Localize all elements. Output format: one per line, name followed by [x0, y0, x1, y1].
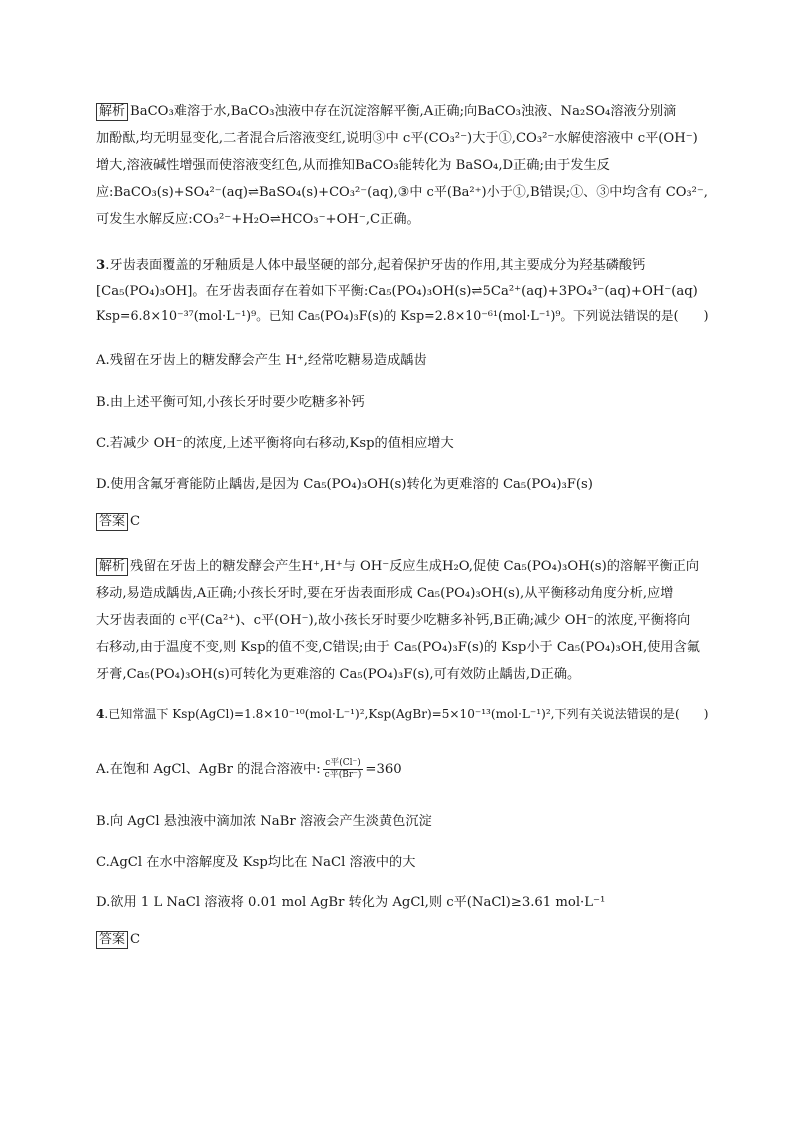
analysis-block-1	[96, 100, 708, 230]
analysis-line: 牙膏,Ca₅(PO₄)₃OH(s)可转化为更难溶的 Ca₅(PO₄)₃F(s),可有效防止龋齿,D正确。	[96, 667, 581, 682]
fraction-denominator: c平(Br⁻)	[324, 770, 362, 780]
question-number: 3	[96, 258, 106, 273]
answer-tag: 答案	[96, 931, 128, 949]
option-a-prefix: A.在饱和 AgCl、AgBr 的混合溶液中:	[96, 762, 321, 777]
option-a: A.残留在牙齿上的糖发酵会产生 H⁺,经常吃糖易造成龋齿	[96, 353, 427, 368]
option-d: D.欲用 1 L NaCl 溶液将 0.01 mol AgBr 转化为 AgCl,则 c平(NaCl)≥3.61 mol·L⁻¹	[96, 895, 606, 910]
question-stem: .已知常温下 Ksp(AgCl)=1.8×10⁻¹⁰(mol·L⁻¹)²,Ksp(AgBr)=5×10⁻¹³(mol·L⁻¹)²,下列有关说法错误的是( )	[104, 707, 709, 721]
analysis-line: 增大,溶液碱性增强而使溶液变红色,从而推知BaCO₃能转化为 BaSO₄,D正确;由于发生反	[96, 158, 610, 173]
analysis-line: 右移动,由于温度不变,则 Ksp的值不变,C错误;由于 Ca₅(PO₄)₃F(s)的 Ksp小于 Ca₅(PO₄)₃OH,使用含氟	[96, 640, 700, 655]
question-3	[96, 254, 708, 334]
option-c: C.若减少 OH⁻的浓度,上述平衡将向右移动,Ksp的值相应增大	[96, 436, 454, 451]
option-a	[96, 758, 402, 781]
analysis-line: 可发生水解反应:CO₃²⁻+H₂O⇌HCO₃⁻+OH⁻,C正确。	[96, 212, 420, 227]
option-d: D.使用含氟牙膏能防止龋齿,是因为 Ca₅(PO₄)₃OH(s)转化为更难溶的 Ca₅(PO₄)₃F(s)	[96, 477, 593, 492]
answer-tag: 答案	[96, 513, 128, 531]
answer-4	[96, 931, 140, 949]
analysis-line: 加酚酞,均无明显变化,二者混合后溶液变红,说明③中 c平(CO₃²⁻)大于①,CO₃²⁻水解使溶液中 c平(OH⁻)	[96, 131, 698, 146]
answer-value: C	[130, 932, 141, 947]
answer-value: C	[130, 514, 141, 529]
analysis-line: BaCO₃难溶于水,BaCO₃浊液中存在沉淀溶解平衡,A正确;向BaCO₃浊液、Na₂SO₄溶液分别滴	[130, 104, 677, 119]
question-number: 4	[96, 707, 105, 721]
fraction-numerator: c平(Cl⁻)	[323, 758, 364, 770]
question-4	[96, 705, 708, 722]
option-c: C.AgCl 在水中溶解度及 Ksp均比在 NaCl 溶液中的大	[96, 855, 416, 870]
analysis-line: 移动,易造成龋齿,A正确;小孩长牙时,要在牙齿表面形成 Ca₅(PO₄)₃OH(s),从平衡移动角度分析,应增	[96, 586, 674, 601]
question-stem-line: Ksp=6.8×10⁻³⁷(mol·L⁻¹)⁹。已知 Ca₅(PO₄)₃F(s)的 Ksp=2.8×10⁻⁶¹(mol·L⁻¹)⁹。下列说法错误的是( )	[96, 308, 709, 323]
option-b: B.向 AgCl 悬浊液中滴加浓 NaBr 溶液会产生淡黄色沉淀	[96, 814, 432, 829]
analysis-line: 大牙齿表面的 c平(Ca²⁺)、c平(OH⁻),故小孩长牙时要少吃糖多补钙,B正确;减少 OH⁻的浓度,平衡将向	[96, 613, 691, 628]
analysis-tag: 解析	[96, 558, 128, 576]
analysis-line: 应:BaCO₃(s)+SO₄²⁻(aq)⇌BaSO₄(s)+CO₃²⁻(aq),③中 c平(Ba²⁺)小于①,B错误;①、③中均含有 CO₃²⁻,	[96, 185, 708, 200]
option-a-suffix: =360	[365, 762, 402, 777]
question-stem-line: [Ca₅(PO₄)₃OH]。在牙齿表面存在着如下平衡:Ca₅(PO₄)₃OH(s)⇌5Ca²⁺(aq)+3PO₄³⁻(aq)+OH⁻(aq)	[96, 284, 698, 299]
analysis-tag: 解析	[96, 103, 128, 121]
concentration-fraction	[323, 758, 364, 781]
analysis-line: 残留在牙齿上的糖发酵会产生H⁺,H⁺与 OH⁻反应生成H₂O,促使 Ca₅(PO₄)₃OH(s)的溶解平衡正向	[130, 559, 700, 574]
answer-3	[96, 513, 140, 531]
option-b: B.由上述平衡可知,小孩长牙时要少吃糖多补钙	[96, 395, 365, 410]
question-stem-line: .牙齿表面覆盖的牙釉质是人体中最坚硬的部分,起着保护牙齿的作用,其主要成分为羟基磷酸钙	[105, 258, 646, 273]
analysis-block-3	[96, 555, 708, 685]
